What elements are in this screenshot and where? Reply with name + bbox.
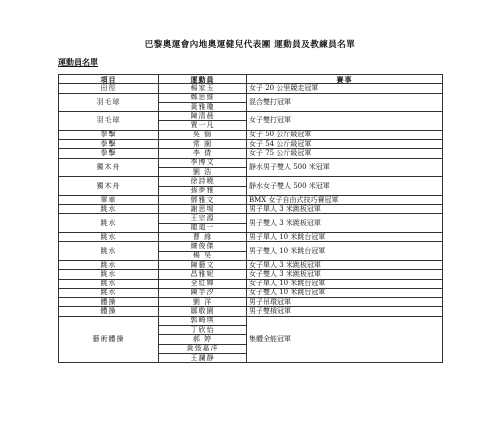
event-cell: 男子單人 10 米跳台冠軍 (247, 233, 443, 242)
event-cell: 女子 20 公里競走冠軍 (247, 84, 443, 93)
sport-cell: 跳水 (59, 260, 159, 269)
athlete-table (58, 74, 443, 363)
sport-cell: 跳水 (59, 214, 159, 233)
athlete-cell: 鄭思維 (159, 93, 247, 102)
sport-cell: 跳水 (59, 279, 159, 288)
athlete-cell: 孫夢雅 (159, 186, 247, 195)
athlete-cell: 王瀾靜 (159, 353, 247, 362)
sport-cell: 獨木舟 (59, 177, 159, 196)
event-cell: 混合雙打冠軍 (247, 93, 443, 112)
athlete-cell: 李博文 (159, 158, 247, 167)
event-cell: BMX 女子自由式技巧賽冠軍 (247, 195, 443, 204)
athlete-cell: 劉 洋 (159, 298, 247, 307)
header-event: 賽事 (247, 75, 443, 84)
event-cell: 女子 50 公斤級冠軍 (247, 130, 443, 139)
table-row (59, 149, 443, 158)
sport-cell: 拳擊 (59, 149, 159, 158)
athlete-cell: 劉 浩 (159, 167, 247, 176)
athlete-cell: 陳清晨 (159, 112, 247, 121)
table-row (59, 214, 443, 223)
table-row (59, 195, 443, 204)
sport-cell: 田徑 (59, 84, 159, 93)
athlete-cell: 黃張嘉洋 (159, 344, 247, 353)
sport-cell: 跳水 (59, 242, 159, 261)
sport-cell: 跳水 (59, 270, 159, 279)
athlete-cell: 郝 婷 (159, 335, 247, 344)
header-athlete: 運動員 (159, 75, 247, 84)
event-cell: 女子 54 公斤級冠軍 (247, 140, 443, 149)
table-row (59, 233, 443, 242)
sport-cell: 拳擊 (59, 130, 159, 139)
athlete-cell: 鄧雅文 (159, 195, 247, 204)
event-cell: 男子雙人 3 米跳板冠軍 (247, 214, 443, 233)
event-cell: 女子單人 3 米跳板冠軍 (247, 260, 443, 269)
sport-cell: 獨木舟 (59, 158, 159, 177)
athlete-cell: 鄒敬園 (159, 307, 247, 316)
athlete-cell: 常 園 (159, 140, 247, 149)
athlete-cell: 黃雅瓊 (159, 102, 247, 111)
sport-cell: 拳擊 (59, 140, 159, 149)
athlete-cell: 丁欣怡 (159, 326, 247, 335)
document-title: 巴黎奧運會內地奧運健兒代表團 運動員及教練員名單 (144, 40, 356, 50)
event-cell: 靜水女子雙人 500 米冠軍 (247, 177, 443, 196)
sport-cell: 體操 (59, 298, 159, 307)
event-cell: 集體全能冠軍 (247, 316, 443, 362)
athlete-cell: 曹 緣 (159, 233, 247, 242)
athlete-cell: 練俊傑 (159, 242, 247, 251)
table-row (59, 177, 443, 186)
athlete-cell: 陳芋汐 (159, 288, 247, 297)
table-row (59, 112, 443, 121)
athlete-cell: 全紅嬋 (159, 279, 247, 288)
athlete-cell: 龍道一 (159, 223, 247, 232)
athlete-cell: 李 倩 (159, 149, 247, 158)
athlete-cell: 謝思埸 (159, 205, 247, 214)
athlete-cell: 郭崎琪 (159, 316, 247, 325)
event-cell: 女子雙打冠軍 (247, 112, 443, 131)
table-row (59, 288, 443, 297)
table-row (59, 260, 443, 269)
sport-cell: 藝術體操 (59, 316, 159, 362)
header-sport: 項目 (59, 75, 159, 84)
athlete-cell: 賈一凡 (159, 121, 247, 130)
event-cell: 男子雙人 10 米跳台冠軍 (247, 242, 443, 261)
table-row (59, 158, 443, 167)
athlete-cell: 楊家玉 (159, 84, 247, 93)
table-row (59, 270, 443, 279)
sport-cell: 跳水 (59, 205, 159, 214)
event-cell: 女子雙人 10 米跳台冠軍 (247, 288, 443, 297)
table-row (59, 242, 443, 251)
table-body (59, 84, 443, 363)
event-cell: 女子單人 10 米跳台冠軍 (247, 279, 443, 288)
athlete-cell: 王宗源 (159, 214, 247, 223)
sport-cell: 羽毛球 (59, 112, 159, 131)
table-header-row (59, 75, 443, 84)
event-cell: 男子單人 3 米跳板冠軍 (247, 205, 443, 214)
table-row (59, 298, 443, 307)
event-cell: 女子 75 公斤級冠軍 (247, 149, 443, 158)
sport-cell: 體操 (59, 307, 159, 316)
table-row (59, 205, 443, 214)
athlete-cell: 楊 昊 (159, 251, 247, 260)
table-row (59, 316, 443, 325)
event-cell: 男子雙槓冠軍 (247, 307, 443, 316)
athlete-cell: 吳 愉 (159, 130, 247, 139)
sport-cell: 跳水 (59, 233, 159, 242)
event-cell: 女子雙人 3 米跳板冠軍 (247, 270, 443, 279)
sport-cell: 羽毛球 (59, 93, 159, 112)
table-row (59, 140, 443, 149)
athlete-cell: 陳藝文 (159, 260, 247, 269)
table-row (59, 130, 443, 139)
sport-cell: 單車 (59, 195, 159, 204)
event-cell: 男子吊環冠軍 (247, 298, 443, 307)
sport-cell: 跳水 (59, 288, 159, 297)
athlete-cell: 昌雅妮 (159, 270, 247, 279)
section-heading: 運動員名單 (58, 57, 98, 67)
table-row (59, 279, 443, 288)
event-cell: 靜水男子雙人 500 米冠軍 (247, 158, 443, 177)
table-row (59, 84, 443, 93)
table-row (59, 93, 443, 102)
athlete-cell: 徐詩曉 (159, 177, 247, 186)
table-row (59, 307, 443, 316)
